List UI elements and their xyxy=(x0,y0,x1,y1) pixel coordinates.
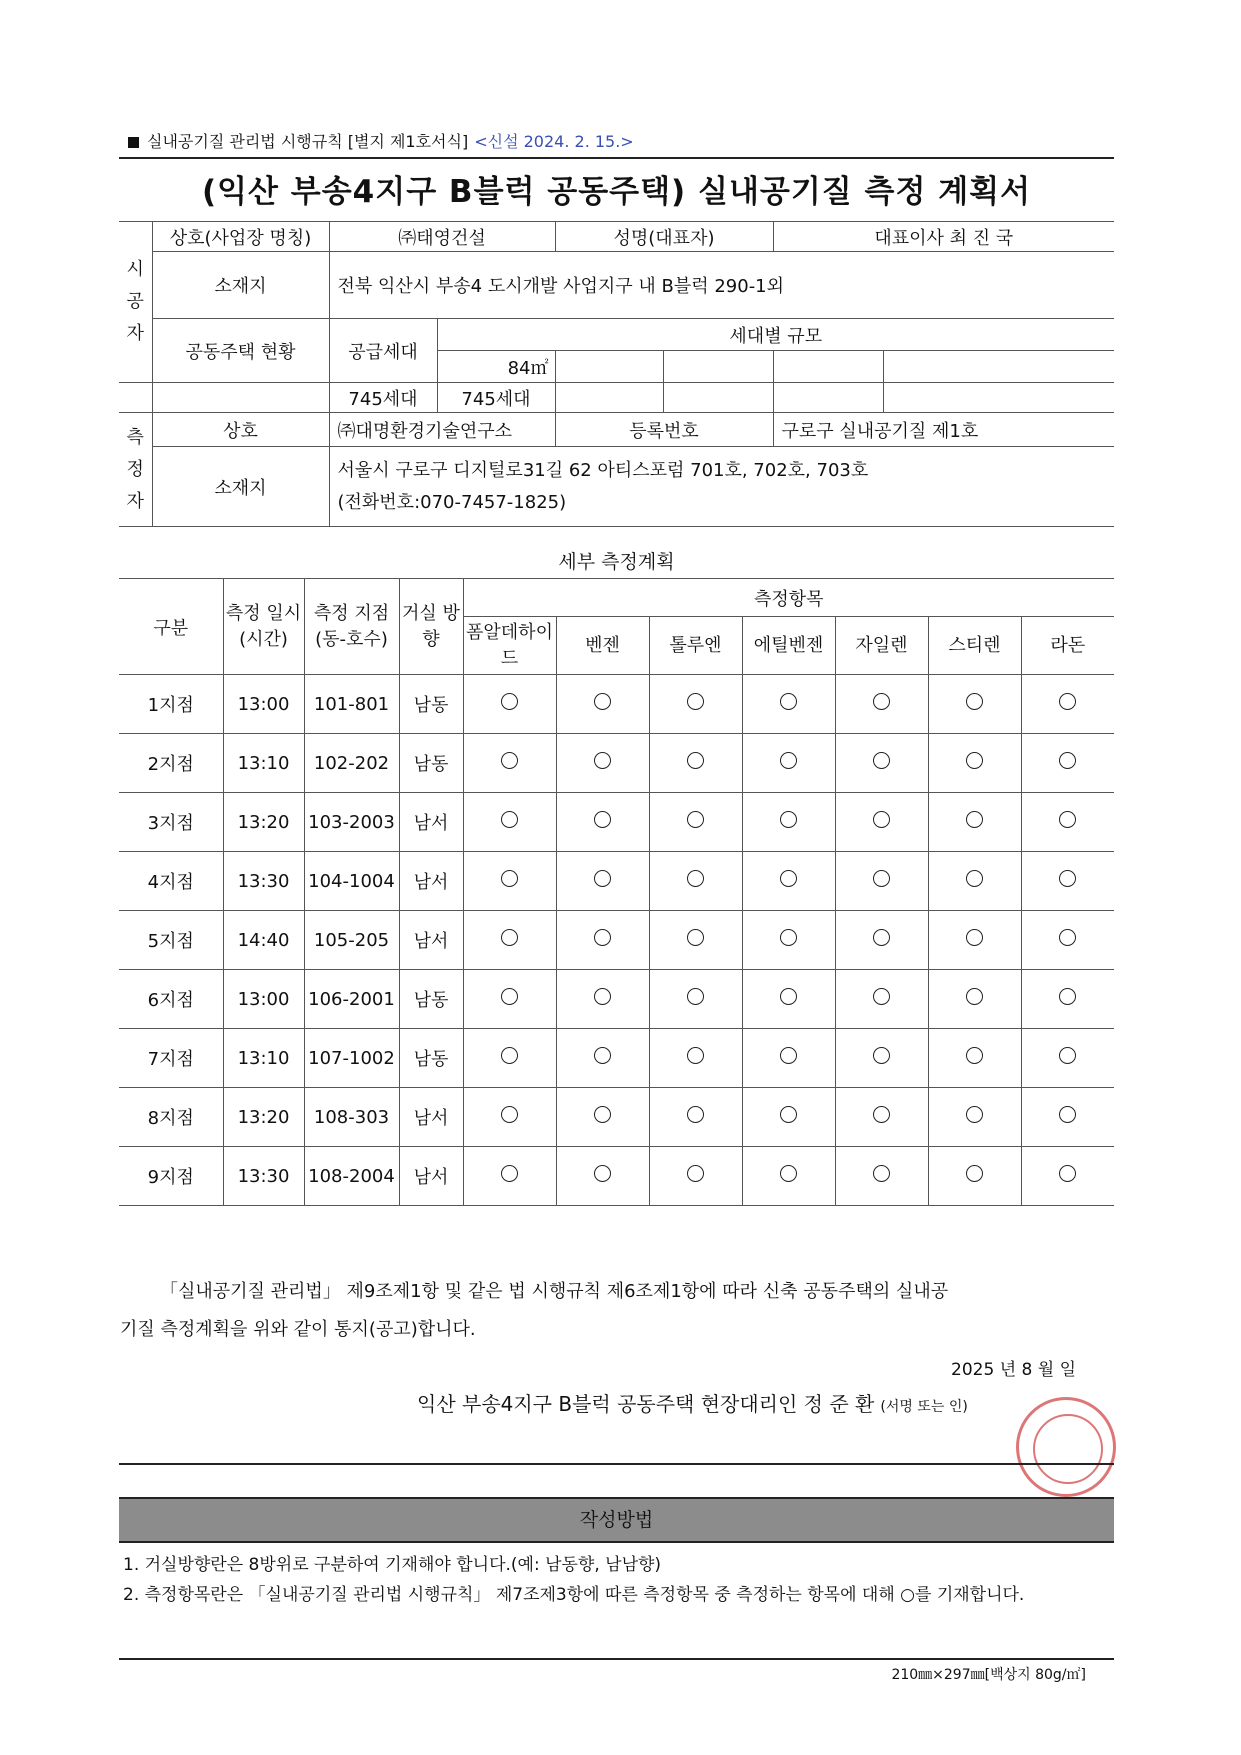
check-cell xyxy=(556,911,649,970)
document-title: (익산 부송4지구 B블럭 공동주택) 실내공기질 측정 계획서 xyxy=(201,174,1032,210)
check-cell xyxy=(928,675,1021,734)
check-cell xyxy=(928,852,1021,911)
header-location: 측정 지점 (동-호수) xyxy=(304,579,399,675)
count-empty xyxy=(773,383,883,413)
signer-name: 익산 부송4지구 B블럭 공동주택 현장대리인 정 준 환 xyxy=(417,1392,875,1416)
scale-label: 세대별 규모 xyxy=(437,319,1114,351)
method-item-2: 2. 측정항목란은 「실내공기질 관리법 시행규칙」 제7조제3항에 따른 측정항목 중 측정하는 항목에 대해 ○를 기재합니다. xyxy=(123,1585,1025,1605)
check-cell xyxy=(835,734,928,793)
cell-dir: 남동 xyxy=(399,675,463,734)
cell-dir: 남동 xyxy=(399,970,463,1029)
cell-time: 13:10 xyxy=(223,734,304,793)
check-cell xyxy=(928,793,1021,852)
check-cell xyxy=(463,793,556,852)
check-cell xyxy=(463,734,556,793)
info-table xyxy=(119,221,1114,527)
circle-mark-icon xyxy=(687,752,704,769)
measurer-reg-label: 등록번호 xyxy=(555,413,773,447)
circle-mark-icon xyxy=(1059,870,1076,887)
header-item: 스티렌 xyxy=(928,617,1021,675)
check-cell xyxy=(556,1147,649,1206)
cell-dir: 남서 xyxy=(399,852,463,911)
cell-time: 14:40 xyxy=(223,911,304,970)
check-cell xyxy=(1021,852,1114,911)
signature-note: (서명 또는 인) xyxy=(880,1399,968,1415)
check-cell xyxy=(1021,1029,1114,1088)
circle-mark-icon xyxy=(594,752,611,769)
circle-mark-icon xyxy=(687,929,704,946)
table-row xyxy=(119,793,1114,852)
circle-mark-icon xyxy=(501,1047,518,1064)
size-84-count: 745세대 xyxy=(437,383,555,413)
form-header xyxy=(128,129,634,152)
header-direction: 거실 방향 xyxy=(399,579,463,675)
check-cell xyxy=(463,1147,556,1206)
circle-mark-icon xyxy=(687,870,704,887)
measurement-plan-table xyxy=(119,578,1114,1206)
check-cell xyxy=(649,1029,742,1088)
circle-mark-icon xyxy=(594,1047,611,1064)
header-item: 벤젠 xyxy=(556,617,649,675)
size-empty xyxy=(883,351,1114,383)
check-cell xyxy=(556,1029,649,1088)
size-empty xyxy=(663,351,773,383)
constructor-role: 시 공 자 xyxy=(119,222,152,383)
circle-mark-icon xyxy=(594,1106,611,1123)
measurer-addr-line1: 서울시 구로구 디지털로31길 62 아티스포럼 701호, 702호, 703호 xyxy=(337,459,869,481)
check-cell xyxy=(556,734,649,793)
method-item-1: 1. 거실방향란은 8방위로 구분하여 기재해야 합니다.(예: 남동향, 남남향) xyxy=(123,1555,662,1575)
count-empty xyxy=(555,383,663,413)
circle-mark-icon xyxy=(780,752,797,769)
cell-time: 13:00 xyxy=(223,970,304,1029)
seal-stamp-icon xyxy=(1016,1397,1116,1497)
top-rule xyxy=(119,157,1114,159)
cell-time: 13:10 xyxy=(223,1029,304,1088)
notice-date: 2025 년 8 월 일 xyxy=(951,1360,1076,1380)
check-cell xyxy=(835,1088,928,1147)
cell-time: 13:20 xyxy=(223,1088,304,1147)
header-item: 자일렌 xyxy=(835,617,928,675)
check-cell xyxy=(463,970,556,1029)
notice-line2: 기질 측정계획을 위와 같이 통지(공고)합니다. xyxy=(120,1319,476,1340)
constructor-name: ㈜태영건설 xyxy=(329,222,555,252)
check-cell xyxy=(928,734,1021,793)
header-datetime: 측정 일시 (시간) xyxy=(223,579,304,675)
circle-mark-icon xyxy=(1059,693,1076,710)
square-bullet-icon xyxy=(128,137,139,148)
circle-mark-icon xyxy=(873,1165,890,1182)
housing-label: 공동주택 현황 xyxy=(152,319,329,383)
circle-mark-icon xyxy=(687,811,704,828)
constructor-addr-label: 소재지 xyxy=(152,252,329,319)
circle-mark-icon xyxy=(1059,1106,1076,1123)
cell-point: 8지점 xyxy=(119,1088,223,1147)
cell-dir: 남서 xyxy=(399,1147,463,1206)
count-empty xyxy=(663,383,773,413)
notice-line1: 「실내공기질 관리법」 제9조제1항 및 같은 법 시행규칙 제6조제1항에 따라 신축 공동주택의 실내공 xyxy=(160,1281,949,1302)
header-items: 측정항목 xyxy=(463,579,1114,617)
cell-loc: 108-303 xyxy=(304,1088,399,1147)
circle-mark-icon xyxy=(1059,811,1076,828)
cell-point: 6지점 xyxy=(119,970,223,1029)
circle-mark-icon xyxy=(501,752,518,769)
check-cell xyxy=(742,1029,835,1088)
check-cell xyxy=(742,793,835,852)
check-cell xyxy=(649,911,742,970)
cell-time: 13:30 xyxy=(223,852,304,911)
size-84: 84㎡ xyxy=(437,351,555,383)
cell-point: 1지점 xyxy=(119,675,223,734)
cell-dir: 남서 xyxy=(399,911,463,970)
check-cell xyxy=(742,1147,835,1206)
circle-mark-icon xyxy=(780,1165,797,1182)
table-row xyxy=(119,970,1114,1029)
cell-time: 13:00 xyxy=(223,675,304,734)
measurer-name: ㈜대명환경기술연구소 xyxy=(329,413,555,447)
circle-mark-icon xyxy=(966,1047,983,1064)
header-category: 구분 xyxy=(119,579,223,675)
circle-mark-icon xyxy=(780,929,797,946)
measurer-addr-label: 소재지 xyxy=(152,447,329,527)
check-cell xyxy=(463,911,556,970)
circle-mark-icon xyxy=(1059,752,1076,769)
circle-mark-icon xyxy=(687,988,704,1005)
check-cell xyxy=(742,1088,835,1147)
check-cell xyxy=(556,970,649,1029)
check-cell xyxy=(835,911,928,970)
circle-mark-icon xyxy=(594,811,611,828)
check-cell xyxy=(1021,1147,1114,1206)
check-cell xyxy=(649,793,742,852)
table-row xyxy=(119,852,1114,911)
supply-total: 745세대 xyxy=(329,383,437,413)
circle-mark-icon xyxy=(501,870,518,887)
cell-point: 5지점 xyxy=(119,911,223,970)
cell-dir: 남서 xyxy=(399,793,463,852)
constructor-name-label: 상호(사업장 명칭) xyxy=(152,222,329,252)
check-cell xyxy=(928,970,1021,1029)
circle-mark-icon xyxy=(594,870,611,887)
cell-time: 13:30 xyxy=(223,1147,304,1206)
check-cell xyxy=(1021,675,1114,734)
size-empty xyxy=(773,351,883,383)
circle-mark-icon xyxy=(873,1106,890,1123)
check-cell xyxy=(835,793,928,852)
circle-mark-icon xyxy=(873,752,890,769)
check-cell xyxy=(1021,734,1114,793)
check-cell xyxy=(463,1088,556,1147)
circle-mark-icon xyxy=(873,693,890,710)
method-title: 작성방법 xyxy=(119,1497,1114,1543)
check-cell xyxy=(928,911,1021,970)
check-cell xyxy=(463,1029,556,1088)
check-cell xyxy=(742,911,835,970)
circle-mark-icon xyxy=(1059,1047,1076,1064)
header-item: 폼알데하이드 xyxy=(463,617,556,675)
cell-loc: 108-2004 xyxy=(304,1147,399,1206)
circle-mark-icon xyxy=(1059,988,1076,1005)
circle-mark-icon xyxy=(1059,1165,1076,1182)
table-row xyxy=(119,911,1114,970)
cell-dir: 남동 xyxy=(399,1029,463,1088)
cell-loc: 106-2001 xyxy=(304,970,399,1029)
circle-mark-icon xyxy=(873,811,890,828)
circle-mark-icon xyxy=(780,870,797,887)
circle-mark-icon xyxy=(501,1165,518,1182)
check-cell xyxy=(742,675,835,734)
check-cell xyxy=(742,852,835,911)
constructor-addr: 전북 익산시 부송4 도시개발 사업지구 내 B블럭 290-1외 xyxy=(329,252,1114,319)
form-version: <신설 2024. 2. 15.> xyxy=(474,132,634,151)
check-cell xyxy=(556,1088,649,1147)
circle-mark-icon xyxy=(594,1165,611,1182)
check-cell xyxy=(649,1147,742,1206)
circle-mark-icon xyxy=(780,1047,797,1064)
measurer-addr-phone: (전화번호:070-7457-1825) xyxy=(337,491,567,513)
circle-mark-icon xyxy=(594,693,611,710)
measurer-name-label: 상호 xyxy=(152,413,329,447)
circle-mark-icon xyxy=(966,693,983,710)
check-cell xyxy=(649,734,742,793)
supply-label: 공급세대 xyxy=(329,319,437,383)
cell-loc: 101-801 xyxy=(304,675,399,734)
circle-mark-icon xyxy=(966,752,983,769)
detail-section-title: 세부 측정계획 xyxy=(558,551,675,573)
circle-mark-icon xyxy=(966,811,983,828)
check-cell xyxy=(835,1029,928,1088)
circle-mark-icon xyxy=(966,870,983,887)
circle-mark-icon xyxy=(1059,929,1076,946)
check-cell xyxy=(649,852,742,911)
cell-point: 4지점 xyxy=(119,852,223,911)
circle-mark-icon xyxy=(966,1165,983,1182)
measurer-addr xyxy=(329,447,1114,527)
check-cell xyxy=(556,852,649,911)
circle-mark-icon xyxy=(966,929,983,946)
check-cell xyxy=(835,1147,928,1206)
check-cell xyxy=(835,852,928,911)
bottom-rule xyxy=(119,1658,1114,1660)
cell-time: 13:20 xyxy=(223,793,304,852)
circle-mark-icon xyxy=(501,929,518,946)
circle-mark-icon xyxy=(780,693,797,710)
header-item: 에틸벤젠 xyxy=(742,617,835,675)
circle-mark-icon xyxy=(780,988,797,1005)
cell-point: 2지점 xyxy=(119,734,223,793)
cell-loc: 103-2003 xyxy=(304,793,399,852)
paper-spec: 210㎜×297㎜[백상지 80g/㎡] xyxy=(891,1667,1086,1683)
form-reference: 실내공기질 관리법 시행규칙 [별지 제1호서식] xyxy=(147,132,469,151)
check-cell xyxy=(928,1088,1021,1147)
table-row xyxy=(119,1088,1114,1147)
circle-mark-icon xyxy=(873,1047,890,1064)
cell-loc: 105-205 xyxy=(304,911,399,970)
check-cell xyxy=(649,970,742,1029)
method-list xyxy=(123,1550,1113,1610)
notice-text xyxy=(120,1273,1110,1349)
circle-mark-icon xyxy=(780,811,797,828)
circle-mark-icon xyxy=(687,1165,704,1182)
cell-point: 3지점 xyxy=(119,793,223,852)
check-cell xyxy=(742,734,835,793)
measurer-reg: 구로구 실내공기질 제1호 xyxy=(773,413,1114,447)
circle-mark-icon xyxy=(501,811,518,828)
header-item: 톨루엔 xyxy=(649,617,742,675)
cell-dir: 남동 xyxy=(399,734,463,793)
circle-mark-icon xyxy=(966,988,983,1005)
circle-mark-icon xyxy=(687,693,704,710)
circle-mark-icon xyxy=(873,870,890,887)
cell-loc: 104-1004 xyxy=(304,852,399,911)
circle-mark-icon xyxy=(501,693,518,710)
circle-mark-icon xyxy=(501,988,518,1005)
check-cell xyxy=(649,1088,742,1147)
cell-loc: 102-202 xyxy=(304,734,399,793)
cell-loc: 107-1002 xyxy=(304,1029,399,1088)
check-cell xyxy=(463,675,556,734)
check-cell xyxy=(1021,970,1114,1029)
cell-point: 9지점 xyxy=(119,1147,223,1206)
check-cell xyxy=(1021,1088,1114,1147)
check-cell xyxy=(556,793,649,852)
constructor-rep: 대표이사 최 진 국 xyxy=(773,222,1114,252)
count-empty xyxy=(883,383,1114,413)
check-cell xyxy=(742,970,835,1029)
constructor-rep-label: 성명(대표자) xyxy=(555,222,773,252)
check-cell xyxy=(835,970,928,1029)
header-item: 라돈 xyxy=(1021,617,1114,675)
check-cell xyxy=(1021,911,1114,970)
check-cell xyxy=(463,852,556,911)
cell-point: 7지점 xyxy=(119,1029,223,1088)
circle-mark-icon xyxy=(873,988,890,1005)
circle-mark-icon xyxy=(873,929,890,946)
cell-dir: 남서 xyxy=(399,1088,463,1147)
check-cell xyxy=(1021,793,1114,852)
check-cell xyxy=(928,1147,1021,1206)
table-row xyxy=(119,1147,1114,1206)
circle-mark-icon xyxy=(966,1106,983,1123)
check-cell xyxy=(928,1029,1021,1088)
table-row xyxy=(119,734,1114,793)
table-row xyxy=(119,1029,1114,1088)
circle-mark-icon xyxy=(687,1047,704,1064)
circle-mark-icon xyxy=(780,1106,797,1123)
measurer-role: 측 정 자 xyxy=(119,413,152,527)
divider-rule xyxy=(119,1463,1114,1465)
circle-mark-icon xyxy=(687,1106,704,1123)
circle-mark-icon xyxy=(594,988,611,1005)
circle-mark-icon xyxy=(501,1106,518,1123)
signer-line xyxy=(417,1388,968,1417)
size-empty xyxy=(555,351,663,383)
circle-mark-icon xyxy=(594,929,611,946)
check-cell xyxy=(835,675,928,734)
table-row xyxy=(119,675,1114,734)
check-cell xyxy=(649,675,742,734)
check-cell xyxy=(556,675,649,734)
